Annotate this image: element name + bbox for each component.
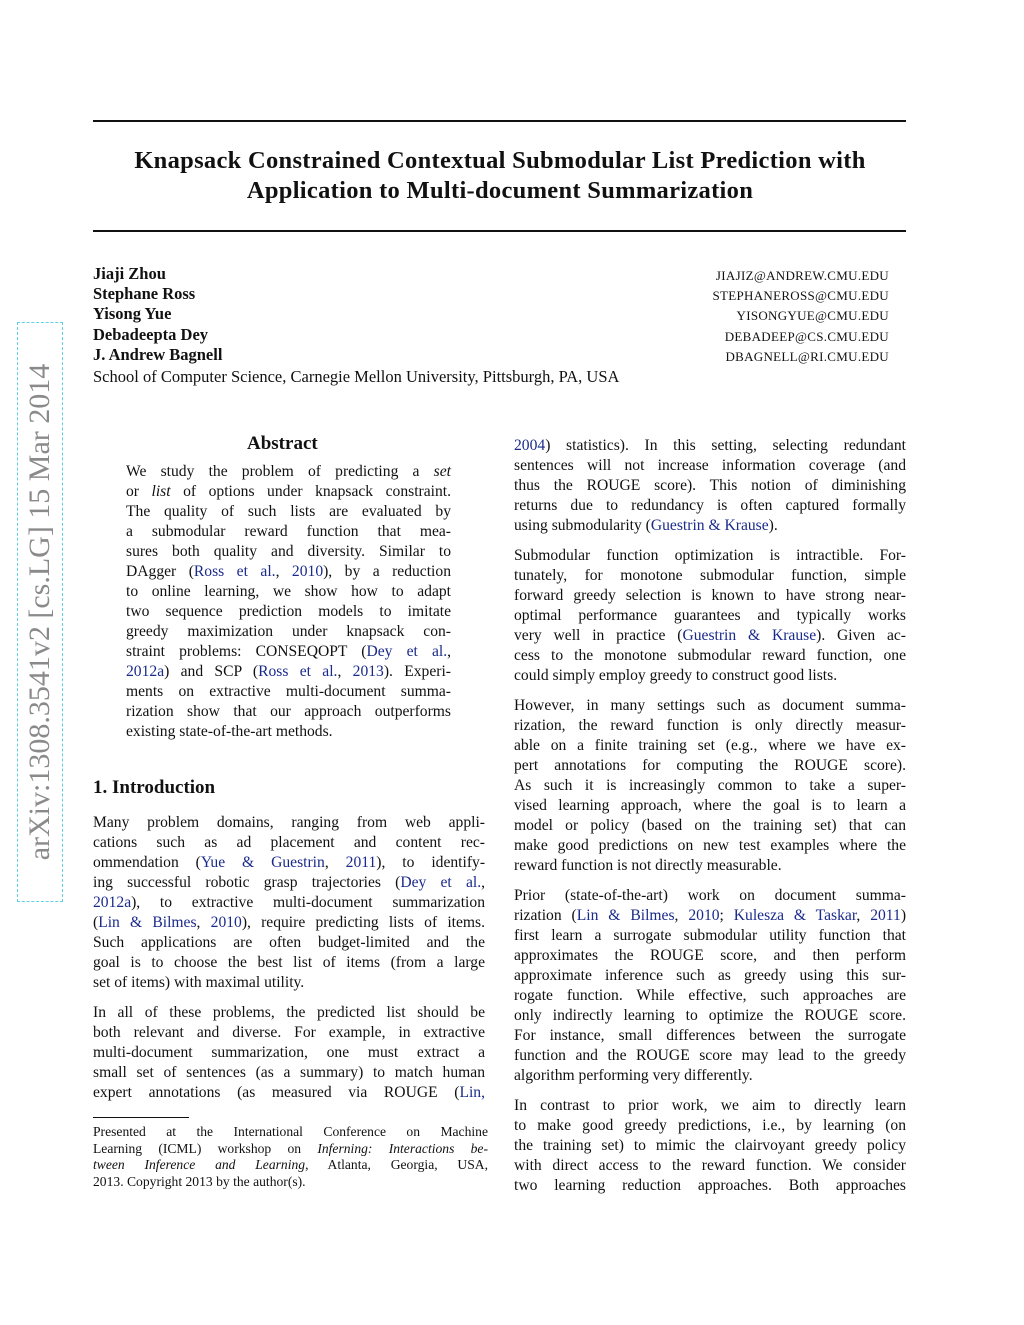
affiliation: School of Computer Science, Carnegie Mellon University, Pittsburgh, PA, USA xyxy=(93,367,620,386)
text-line: able on a finite training set (e.g., where we have ex- xyxy=(514,737,906,754)
citation-link[interactable]: 2010 xyxy=(210,914,242,931)
citation-link[interactable]: 2011 xyxy=(870,907,901,924)
text-line: tunately, for monotone submodular function, simple xyxy=(514,567,906,584)
text-line: forward greedy selection is known to have strong near- xyxy=(514,587,906,604)
text-line: rogate function. While effective, such approaches are xyxy=(514,987,906,1004)
citation-link[interactable]: Ross et al. xyxy=(193,563,276,580)
top-rule xyxy=(93,120,906,122)
text-line: first learn a surrogate submodular utility function that xyxy=(514,927,906,944)
emphasis: set xyxy=(433,463,451,480)
text-line: expert annotations (as measured via ROUGE (Lin, xyxy=(93,1084,485,1101)
text-line: Learning (ICML) workshop on Inferning: Interactions be- xyxy=(93,1140,488,1156)
text-line: using submodularity (Guestrin & Krause). xyxy=(514,517,778,534)
text-line: could simply employ greedy to construct good lists. xyxy=(514,667,838,684)
citation-link[interactable]: 2012a xyxy=(93,894,132,911)
emphasis: Inferning: Interactions be- xyxy=(317,1140,488,1156)
paragraph xyxy=(93,813,485,993)
text-line: In all of these problems, the predicted list should be xyxy=(93,1004,485,1021)
text-line: However, in many settings such as document summa- xyxy=(514,697,906,714)
text-line: ommendation (Yue & Guestrin, 2011), to identify- xyxy=(93,854,486,871)
author-email: DBAGNELL@RI.CMU.EDU xyxy=(725,348,889,364)
paragraph xyxy=(514,436,906,536)
text-line: existing state-of-the-art methods. xyxy=(126,723,333,740)
text-line: thus the ROUGE score). This notion of diminishing xyxy=(514,477,906,494)
text-line: Presented at the International Conference on Machine xyxy=(93,1124,488,1139)
emphasis: tween Inference and Learning xyxy=(93,1157,306,1173)
text-line: vised learning approach, where the goal is to learn a xyxy=(514,797,906,814)
text-line: optimal performance guarantees and typically works xyxy=(514,607,906,624)
title-line-2: Application to Multi-document Summarization xyxy=(246,177,754,204)
footnote xyxy=(93,1124,488,1191)
text-line: As such it is increasingly common to take a super- xyxy=(514,777,906,794)
text-line: goal is to choose the best list of items (from a large xyxy=(93,954,485,971)
arxiv-id: arXiv:1308.3541v2 [cs.LG] 15 Mar 2014 xyxy=(23,363,56,861)
text-line: straint problems: CONSEQOPT (Dey et al., xyxy=(126,643,452,660)
footnote-rule xyxy=(93,1117,189,1118)
citation-link[interactable]: Dey et al. xyxy=(366,643,448,660)
paragraph xyxy=(514,886,906,1086)
text-line: approximates the ROUGE score, and then perform xyxy=(514,947,906,964)
text-line: function and the ROUGE score may lead to the greedy xyxy=(514,1047,906,1064)
text-line: with direct access to the reward function. We consider xyxy=(514,1157,906,1174)
text-line: a submodular reward function that mea- xyxy=(126,523,451,540)
text-line: 2004) statistics). In this setting, selecting redundant xyxy=(514,437,906,454)
author-name: Stephane Ross xyxy=(93,284,196,304)
text-line: sentences will not increase information coverage (and xyxy=(514,457,906,474)
abstract-text xyxy=(126,462,451,742)
citation-link[interactable]: Yue & Guestrin xyxy=(200,854,325,871)
text-line: ments on extractive multi-document summa- xyxy=(126,683,451,700)
text-line: model or policy (based on the training set) that can xyxy=(514,817,906,834)
text-line: reward function is not directly measurable. xyxy=(514,857,782,874)
text-line: (Lin & Bilmes, 2010), require predicting lists of items. xyxy=(93,914,486,931)
citation-link[interactable]: Lin & Bilmes xyxy=(576,907,675,924)
text-line: 2013. Copyright 2013 by the author(s). xyxy=(93,1174,306,1190)
citation-link[interactable]: Lin & Bilmes xyxy=(98,914,197,931)
author-email: YISONGYUE@CMU.EDU xyxy=(736,308,889,324)
citation-link[interactable]: Guestrin & Krause xyxy=(650,517,769,534)
paper-title xyxy=(60,146,940,206)
text-line: greedy maximization under knapsack con- xyxy=(126,623,451,640)
citation-link[interactable]: 2010 xyxy=(688,907,720,924)
title-line-1: Knapsack Constrained Contextual Submodular List Prediction with xyxy=(134,147,866,174)
text-line: rization show that our approach outperforms xyxy=(126,703,451,720)
text-line: approximate inference such as greedy using this sur- xyxy=(514,967,906,984)
email-list xyxy=(712,266,889,367)
author-email: STEPHANEROSS@CMU.EDU xyxy=(712,288,889,304)
abstract-heading: Abstract xyxy=(247,433,318,454)
text-line: or list of options under knapsack constraint. xyxy=(126,483,451,500)
text-line: Such applications are often budget-limited and the xyxy=(93,934,485,951)
citation-link[interactable]: 2013 xyxy=(352,663,384,680)
text-line: The quality of such lists are evaluated by xyxy=(126,503,451,520)
text-line: 2012a) and SCP (Ross et al., 2013). Experi- xyxy=(126,663,451,680)
paragraph xyxy=(514,696,906,876)
text-line: tween Inference and Learning, Atlanta, Georgia, USA, xyxy=(93,1157,488,1173)
text-line: returns due to redundancy is often captured formally xyxy=(514,497,906,514)
text-line: only indirectly learning to optimize the ROUGE score. xyxy=(514,1007,906,1024)
citation-link[interactable]: 2012a xyxy=(126,663,165,680)
author-name: Jiaji Zhou xyxy=(93,264,166,283)
paragraph xyxy=(514,1096,906,1196)
text-line: to make good greedy predictions, i.e., by learning (on xyxy=(514,1117,906,1134)
text-line: Many problem domains, ranging from web appli- xyxy=(93,814,485,831)
citation-link[interactable]: 2011 xyxy=(345,854,377,871)
emphasis: list xyxy=(151,483,171,500)
author-email: JIAJIZ@ANDREW.CMU.EDU xyxy=(715,268,889,283)
text-line: make good predictions on new test examples where the xyxy=(514,837,906,854)
citation-link[interactable]: Kulesza & Taskar xyxy=(733,907,857,924)
text-line: two learning reduction approaches. Both approaches xyxy=(514,1177,906,1194)
text-line: the training set) to mimic the clairvoyant greedy policy xyxy=(514,1137,906,1154)
text-line: to online learning, we show how to adapt xyxy=(126,583,451,600)
author-name: Debadeepta Dey xyxy=(93,324,209,344)
text-line: set of items) with maximal utility. xyxy=(93,974,305,991)
citation-link[interactable]: 2010 xyxy=(291,563,324,580)
text-line: pert annotations for computing the ROUGE score). xyxy=(514,757,906,774)
text-line: rization (Lin & Bilmes, 2010; Kulesza & Taskar, 2011) xyxy=(514,907,907,924)
citation-link[interactable]: Ross et al. xyxy=(258,663,338,680)
text-line: small set of sentences (as a summary) to match human xyxy=(93,1064,485,1081)
text-line: 2012a), to extractive multi-document summarization xyxy=(93,894,485,911)
text-line: We study the problem of predicting a set xyxy=(126,463,451,480)
citation-link[interactable]: Lin, xyxy=(459,1084,485,1101)
text-line: both relevant and diverse. For example, in extractive xyxy=(93,1024,485,1041)
author-email: DEBADEEP@CS.CMU.EDU xyxy=(724,328,889,344)
title-bottom-rule xyxy=(93,230,906,232)
author-name: Yisong Yue xyxy=(93,304,172,324)
text-line: cess to the monotone submodular reward function, one xyxy=(514,647,906,664)
text-line: Prior (state-of-the-art) work on document summa- xyxy=(514,887,906,904)
text-line: two sequence prediction models to imitate xyxy=(126,603,451,620)
text-line: rization, the reward function is only directly measur- xyxy=(514,717,906,734)
text-line: DAgger (Ross et al., 2010), by a reduction xyxy=(126,563,451,580)
citation-link[interactable]: 2004 xyxy=(514,437,546,454)
text-line: algorithm performing very differently. xyxy=(514,1067,753,1084)
text-line: In contrast to prior work, we aim to directly learn xyxy=(514,1097,906,1114)
paragraph xyxy=(514,546,906,686)
paragraph xyxy=(93,1003,485,1103)
text-line: ing successful robotic grasp trajectories (Dey et al., xyxy=(93,874,485,891)
author-name: J. Andrew Bagnell xyxy=(93,344,223,364)
section-heading-introduction: 1. Introduction xyxy=(93,777,216,798)
text-line: Submodular function optimization is intractible. For- xyxy=(514,547,906,564)
text-line: sures both quality and diversity. Similar to xyxy=(126,543,451,560)
arxiv-stamp xyxy=(17,322,63,902)
text-line: very well in practice (Guestrin & Krause). Given ac- xyxy=(514,627,906,644)
text-line: cations such as ad placement and content rec- xyxy=(93,834,485,851)
citation-link[interactable]: Guestrin & Krause xyxy=(682,627,817,644)
citation-link[interactable]: Dey et al. xyxy=(400,874,482,891)
text-line: multi-document summarization, one must extract a xyxy=(93,1044,485,1061)
text-line: For instance, small differences between the surrogate xyxy=(514,1027,906,1044)
